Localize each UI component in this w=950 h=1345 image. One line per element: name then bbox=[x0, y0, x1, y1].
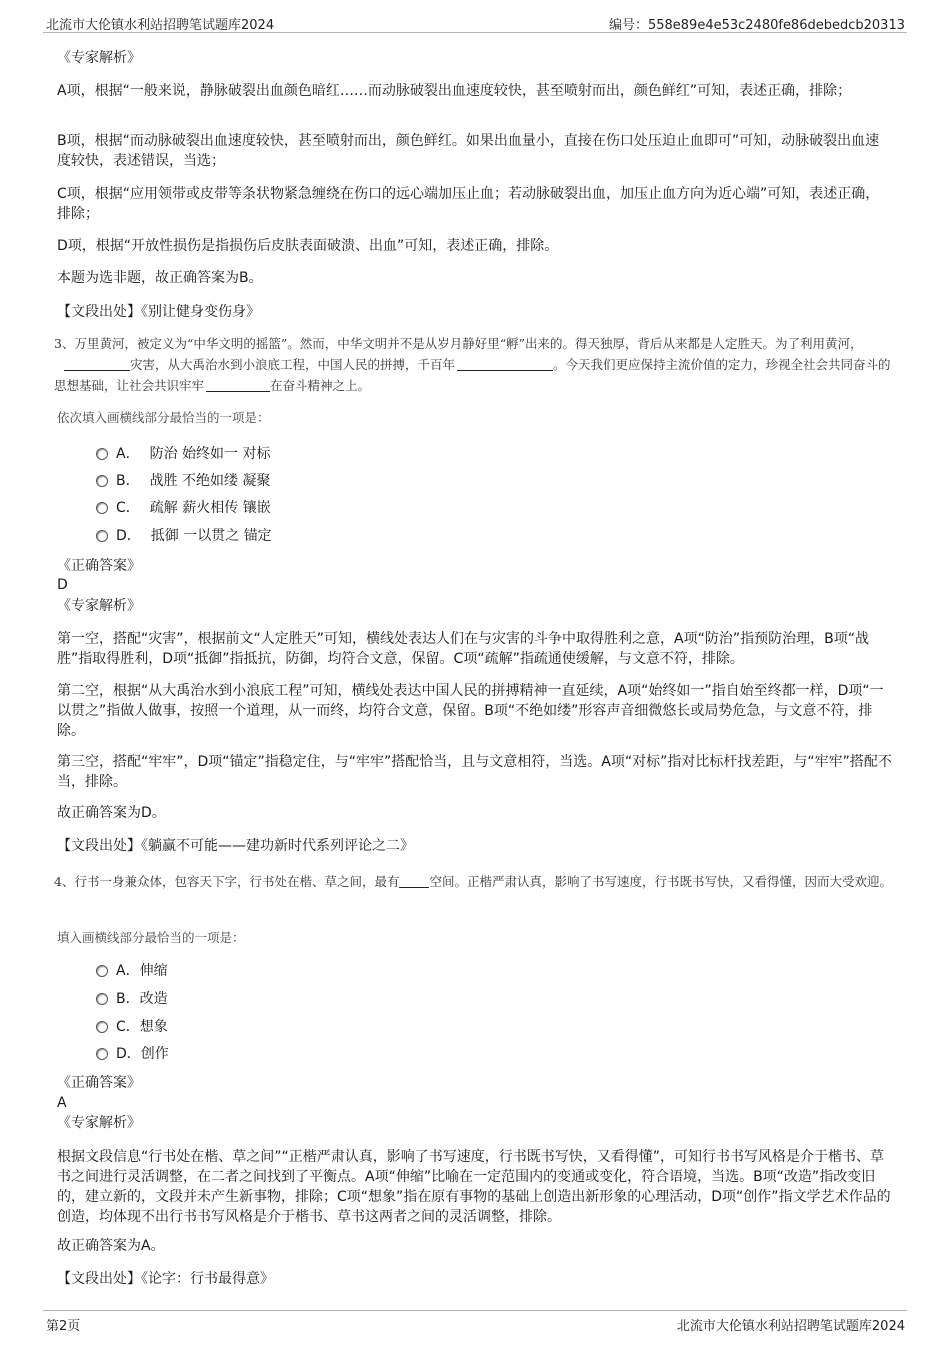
q2-source: 【文段出处】《别让健身变伤身》 bbox=[57, 304, 260, 320]
q3-stem-part4: 在奋斗精神之上。 bbox=[270, 378, 371, 393]
q2-analysis-c: C项，根据“应用领带或皮带等条状物紧急缠绕在伤口的远心端加压止血；若动脉破裂出血，加压止血方向为近心端”可知，表述正确，排除； bbox=[57, 186, 880, 222]
option-text: 改造 bbox=[139, 991, 168, 1007]
radio-button[interactable] bbox=[96, 965, 108, 977]
q2-conclusion: 本题为选非题，故正确答案为B。 bbox=[57, 270, 263, 286]
option-letter: C． bbox=[116, 1019, 140, 1035]
q3-stem-part3: 。今天我们更应保持主流价值的定力，珍视全社会共同奋斗的思想基础，让社会共识牢牢 bbox=[54, 357, 891, 393]
q3-option-c[interactable] bbox=[96, 498, 271, 518]
q4-option-c[interactable] bbox=[96, 1017, 168, 1037]
q4-analysis-label: 《专家解析》 bbox=[57, 1115, 141, 1131]
option-text: 抵御 一以贯之 锚定 bbox=[150, 528, 272, 544]
q4-blank bbox=[399, 875, 429, 888]
footer-title: 北流市大伦镇水利站招聘笔试题库2024 bbox=[676, 1319, 905, 1334]
radio-button[interactable] bbox=[96, 530, 108, 542]
q3-option-b[interactable] bbox=[96, 471, 271, 491]
q4-option-d[interactable] bbox=[96, 1044, 169, 1064]
q2-analysis-a: A项，根据“一般来说，静脉破裂出血颜色暗红……而动脉破裂出血速度较快，甚至喷射而出，颜色鲜红”可知，表述正确，排除； bbox=[57, 83, 852, 99]
option-letter: A． bbox=[116, 446, 140, 462]
q4-option-a[interactable] bbox=[96, 961, 168, 981]
q3-stem-part1: 3、万里黄河，被定义为“中华文明的摇篮”。然而，中华文明并不是从岁月静好里“孵”出来的。得天独厚，背后从来都是人定胜天。为了利用黄河， bbox=[54, 336, 863, 351]
page-number: 第2页 bbox=[46, 1319, 81, 1334]
q3-blank-3 bbox=[206, 379, 270, 392]
q4-option-b[interactable] bbox=[96, 989, 168, 1009]
q3-analysis-1: 第一空，搭配“灾害”，根据前文“人定胜天”可知，横线处表达人们在与灾害的斗争中取得胜利之意，A项“防治”指预防治理，B项“战胜”指取得胜利，D项“抵御”指抵抗，防御，均符合文意，保留。C项“疏解”指疏通使缓解，与文意不符，排除。 bbox=[57, 631, 869, 667]
radio-button[interactable] bbox=[96, 475, 108, 487]
option-letter: D． bbox=[116, 528, 141, 544]
option-text: 伸缩 bbox=[139, 963, 168, 979]
q3-conclusion: 故正确答案为D。 bbox=[57, 805, 166, 821]
q3-blank-2 bbox=[457, 358, 553, 371]
q3-analysis-label: 《专家解析》 bbox=[57, 598, 141, 614]
option-letter: D． bbox=[116, 1046, 141, 1062]
q4-answer: A bbox=[57, 1095, 67, 1111]
q2-analysis-d: D项，根据“开放性损伤是指损伤后皮肤表面破溃、出血”可知，表述正确，排除。 bbox=[57, 238, 559, 254]
q4-instruction: 填入画横线部分最恰当的一项是： bbox=[57, 930, 245, 945]
option-letter: A． bbox=[116, 963, 140, 979]
option-letter: B． bbox=[116, 473, 140, 489]
header-title: 北流市大伦镇水利站招聘笔试题库2024 bbox=[46, 18, 275, 33]
q3-stem-part2: 灾害，从大禹治水到小浪底工程，中国人民的拼搏，千百年 bbox=[130, 357, 456, 372]
q4-analysis-1: 根据文段信息“行书处在楷、草之间”“正楷严肃认真，影响了书写速度，行书既书写快，又看得懂”，可知行书书写风格是介于楷书、草书之间进行灵活调整，在二者之间找到了平衡点。A项“伸缩”比喻在一定范围内的变通或变化，符合语境，当选。B项“改造”指改变旧的，建立新的，文段并未产生新事物，排除；C项“想象”指在原有事物的基础上创造出新形象的心理活动，D项“创作”指文学艺术作品的创造，均体现不出行书书写风格是介于楷书、草书这两者之间的灵活调整，排除。 bbox=[57, 1149, 891, 1225]
q2-analysis-label: 《专家解析》 bbox=[57, 50, 141, 66]
radio-button[interactable] bbox=[96, 502, 108, 514]
option-letter: B． bbox=[116, 991, 140, 1007]
q3-analysis-3: 第三空，搭配“牢牢”，D项“锚定”指稳定住，与“牢牢”搭配恰当，且与文意相符，当选。A项“对标”指对比标杆找差距，与“牢牢”搭配不当，排除。 bbox=[57, 754, 892, 790]
q3-answer-label: 《正确答案》 bbox=[57, 558, 141, 574]
q3-stem bbox=[54, 333, 896, 396]
radio-button[interactable] bbox=[96, 1021, 108, 1033]
q2-analysis-b: B项，根据“而动脉破裂出血速度较快，甚至喷射而出，颜色鲜红。如果出血量小，直接在伤口处压迫止血即可”可知，动脉破裂出血速度较快，表述错误，当选； bbox=[57, 133, 880, 169]
q4-source: 【文段出处】《论字：行书最得意》 bbox=[57, 1271, 274, 1287]
option-text: 疏解 薪火相传 镶嵌 bbox=[149, 500, 271, 516]
q3-analysis-2: 第二空，根据“从大禹治水到小浪底工程”可知，横线处表达中国人民的拼搏精神一直延续，A项“始终如一”指自始至终都一样，D项“一以贯之”指做人做事，按照一个道理，从一而终，均符合文意，保留。B项“不绝如缕”形容声音细微悠长或局势危急，与文意不符，排除。 bbox=[57, 683, 884, 739]
page-header bbox=[43, 12, 907, 33]
q4-stem-part1: 4、行书一身兼众体，包容天下字，行书处在楷、草之间，最有 bbox=[54, 874, 400, 889]
q4-stem bbox=[54, 871, 896, 892]
q3-blank-1 bbox=[64, 358, 130, 371]
option-letter: C． bbox=[116, 500, 140, 516]
q4-stem-part2: 空间。正楷严肃认真，影响了书写速度，行书既书写快，又看得懂，因而大受欢迎。 bbox=[429, 874, 892, 889]
q4-conclusion: 故正确答案为A。 bbox=[57, 1238, 165, 1254]
q3-source: 【文段出处】《躺赢不可能——建功新时代系列评论之二》 bbox=[57, 838, 414, 854]
option-text: 战胜 不绝如缕 凝聚 bbox=[149, 473, 271, 489]
header-code: 编号：558e89e4e53c2480fe86debedcb20313 bbox=[608, 18, 905, 33]
q3-option-a[interactable] bbox=[96, 444, 270, 464]
q4-answer-label: 《正确答案》 bbox=[57, 1075, 141, 1091]
q3-instruction: 依次填入画横线部分最恰当的一项是： bbox=[57, 410, 270, 425]
radio-button[interactable] bbox=[96, 993, 108, 1005]
option-text: 创作 bbox=[140, 1046, 169, 1062]
option-text: 防治 始终如一 对标 bbox=[149, 446, 271, 462]
page-footer bbox=[43, 1310, 907, 1334]
radio-button[interactable] bbox=[96, 1048, 108, 1060]
radio-button[interactable] bbox=[96, 448, 108, 460]
q3-option-d[interactable] bbox=[96, 526, 272, 546]
option-text: 想象 bbox=[139, 1019, 168, 1035]
q3-answer: D bbox=[57, 577, 68, 593]
